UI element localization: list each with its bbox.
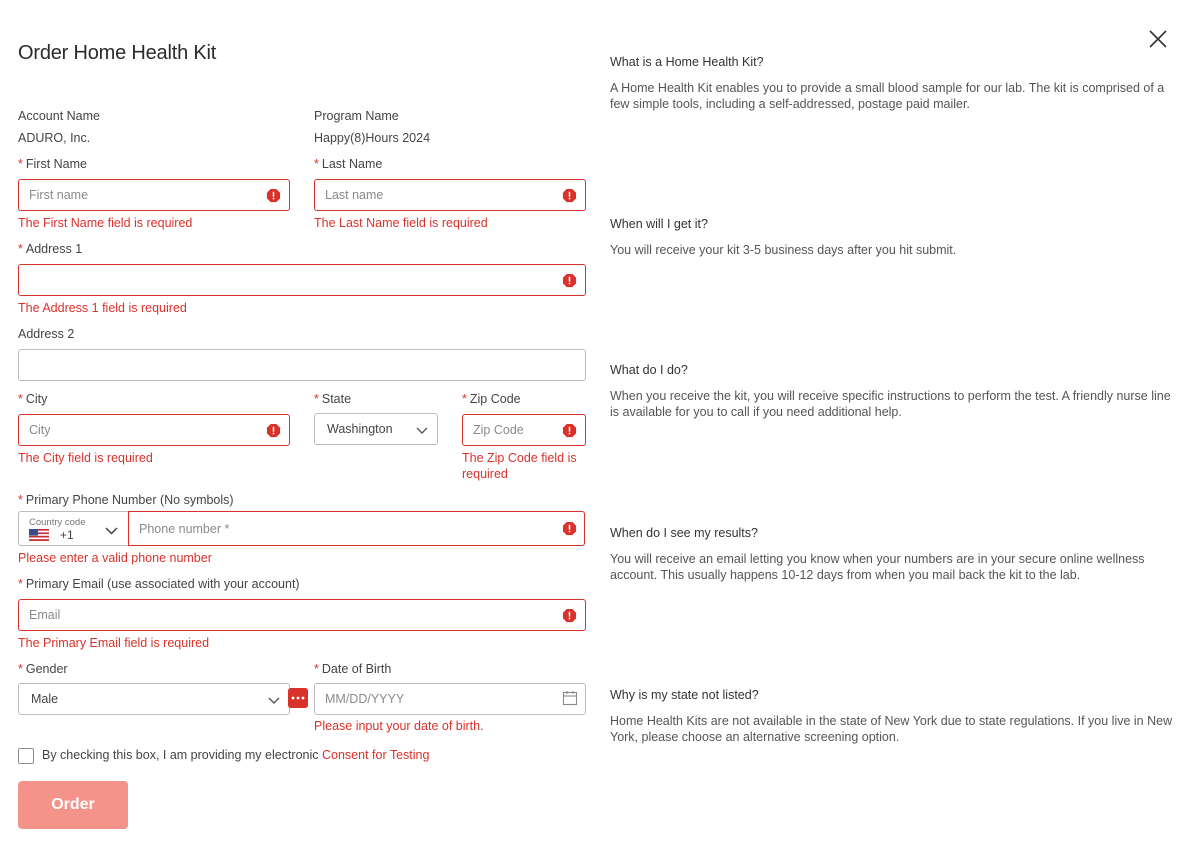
- first-name-input[interactable]: [18, 179, 290, 211]
- program-name-label: Program Name: [314, 109, 399, 123]
- country-dial-code: +1: [60, 528, 74, 542]
- phone-label: [18, 493, 234, 507]
- gender-label-text: Gender: [25, 662, 68, 676]
- address2-input[interactable]: [18, 349, 586, 381]
- state-label-text: State: [321, 392, 352, 406]
- address2-label: Address 2: [18, 327, 75, 341]
- error-icon: [562, 608, 577, 623]
- consent-text: [42, 748, 429, 762]
- state-select[interactable]: [314, 413, 438, 445]
- required-mark: *: [314, 392, 319, 406]
- address1-label-text: Address 1: [25, 242, 83, 256]
- required-mark: *: [18, 662, 23, 676]
- error-icon: [266, 423, 281, 438]
- dob-label-text: Date of Birth: [321, 662, 392, 676]
- zip-label-text: Zip Code: [469, 392, 521, 406]
- calendar-icon[interactable]: [562, 690, 578, 706]
- gender-select[interactable]: [18, 683, 290, 715]
- zip-label: [462, 392, 521, 406]
- city-error: The City field is required: [18, 451, 153, 465]
- last-name-error: The Last Name field is required: [314, 216, 488, 230]
- faq-question: What do I do?: [610, 363, 688, 377]
- city-label-text: City: [25, 392, 48, 406]
- phone-label-text: Primary Phone Number (No symbols): [25, 493, 234, 507]
- required-mark: *: [18, 157, 23, 171]
- consent-text-label: By checking this box, I am providing my electronic: [42, 748, 322, 762]
- address1-error: The Address 1 field is required: [18, 301, 187, 315]
- country-code-select[interactable]: [18, 511, 128, 546]
- first-name-error: The First Name field is required: [18, 216, 193, 230]
- zip-error: The Zip Code field is required: [462, 451, 577, 481]
- faq-answer: You will receive an email letting you know when your numbers are in your secure online wellness account. This usually happens 10-12 days from when you mail back the kit to the lab.: [610, 552, 1145, 582]
- faq-answer: When you receive the kit, you will receive specific instructions to perform the test. A friendly nurse line is available for you to call if you need additional help.: [610, 389, 1171, 419]
- last-name-label: [314, 157, 382, 171]
- address1-input[interactable]: [18, 264, 586, 296]
- faq-question: When do I see my results?: [610, 526, 758, 540]
- country-code-label: Country code: [29, 517, 86, 528]
- us-flag-icon: [29, 529, 49, 541]
- required-mark: *: [314, 157, 319, 171]
- close-icon[interactable]: [1147, 28, 1169, 50]
- email-label-text: Primary Email (use associated with your account): [25, 577, 300, 591]
- faq-question: When will I get it?: [610, 217, 708, 231]
- chevron-down-icon: [268, 694, 280, 706]
- dob-error: Please input your date of birth.: [314, 719, 484, 733]
- error-icon: [562, 273, 577, 288]
- first-name-label-text: First Name: [25, 157, 87, 171]
- faq-question: What is a Home Health Kit?: [610, 55, 764, 69]
- required-mark: *: [18, 392, 23, 406]
- error-icon: [562, 423, 577, 438]
- last-name-input[interactable]: [314, 179, 586, 211]
- required-mark: *: [18, 577, 23, 591]
- first-name-label: [18, 157, 87, 171]
- consent-checkbox[interactable]: [18, 748, 34, 764]
- phone-error: Please enter a valid phone number: [18, 551, 212, 565]
- order-button[interactable]: Order: [18, 781, 128, 829]
- dob-label: [314, 662, 391, 676]
- program-name-value: Happy(8)Hours 2024: [314, 131, 431, 145]
- state-label: [314, 392, 351, 406]
- gender-select-value: Male: [31, 692, 59, 706]
- city-input[interactable]: [18, 414, 290, 446]
- phone-input[interactable]: [128, 511, 585, 546]
- error-icon: [562, 188, 577, 203]
- error-icon: [562, 521, 577, 536]
- required-mark: *: [18, 493, 23, 507]
- faq-answer: You will receive your kit 3-5 business days after you hit submit.: [610, 243, 957, 257]
- faq-answer: A Home Health Kit enables you to provide a small blood sample for our lab. The kit is comprised of a few simple tools, including a self-addressed, postage paid mailer.: [610, 81, 1165, 111]
- chevron-down-icon: [416, 424, 428, 436]
- chevron-down-icon: [105, 524, 118, 537]
- error-icon: [266, 188, 281, 203]
- required-mark: *: [314, 662, 319, 676]
- page-title: Order Home Health Kit: [18, 42, 217, 64]
- password-manager-icon[interactable]: [288, 688, 308, 708]
- state-select-value: Washington: [327, 422, 393, 436]
- city-label: [18, 392, 47, 406]
- gender-label: [18, 662, 68, 676]
- address1-label: [18, 242, 82, 256]
- account-name-value: ADURO, Inc.: [18, 131, 91, 145]
- required-mark: *: [462, 392, 467, 406]
- faq-answer: Home Health Kits are not available in the state of New York due to state regulations. If you live in New York, please choose an alternative screening option.: [610, 714, 1173, 744]
- email-label: [18, 577, 300, 591]
- consent-link[interactable]: Consent for Testing: [321, 748, 430, 762]
- account-name-label: Account Name: [18, 109, 100, 123]
- email-input[interactable]: [18, 599, 586, 631]
- faq-question: Why is my state not listed?: [610, 688, 759, 702]
- last-name-label-text: Last Name: [321, 157, 383, 171]
- dob-input[interactable]: [314, 683, 586, 715]
- required-mark: *: [18, 242, 23, 256]
- email-error: The Primary Email field is required: [18, 636, 210, 650]
